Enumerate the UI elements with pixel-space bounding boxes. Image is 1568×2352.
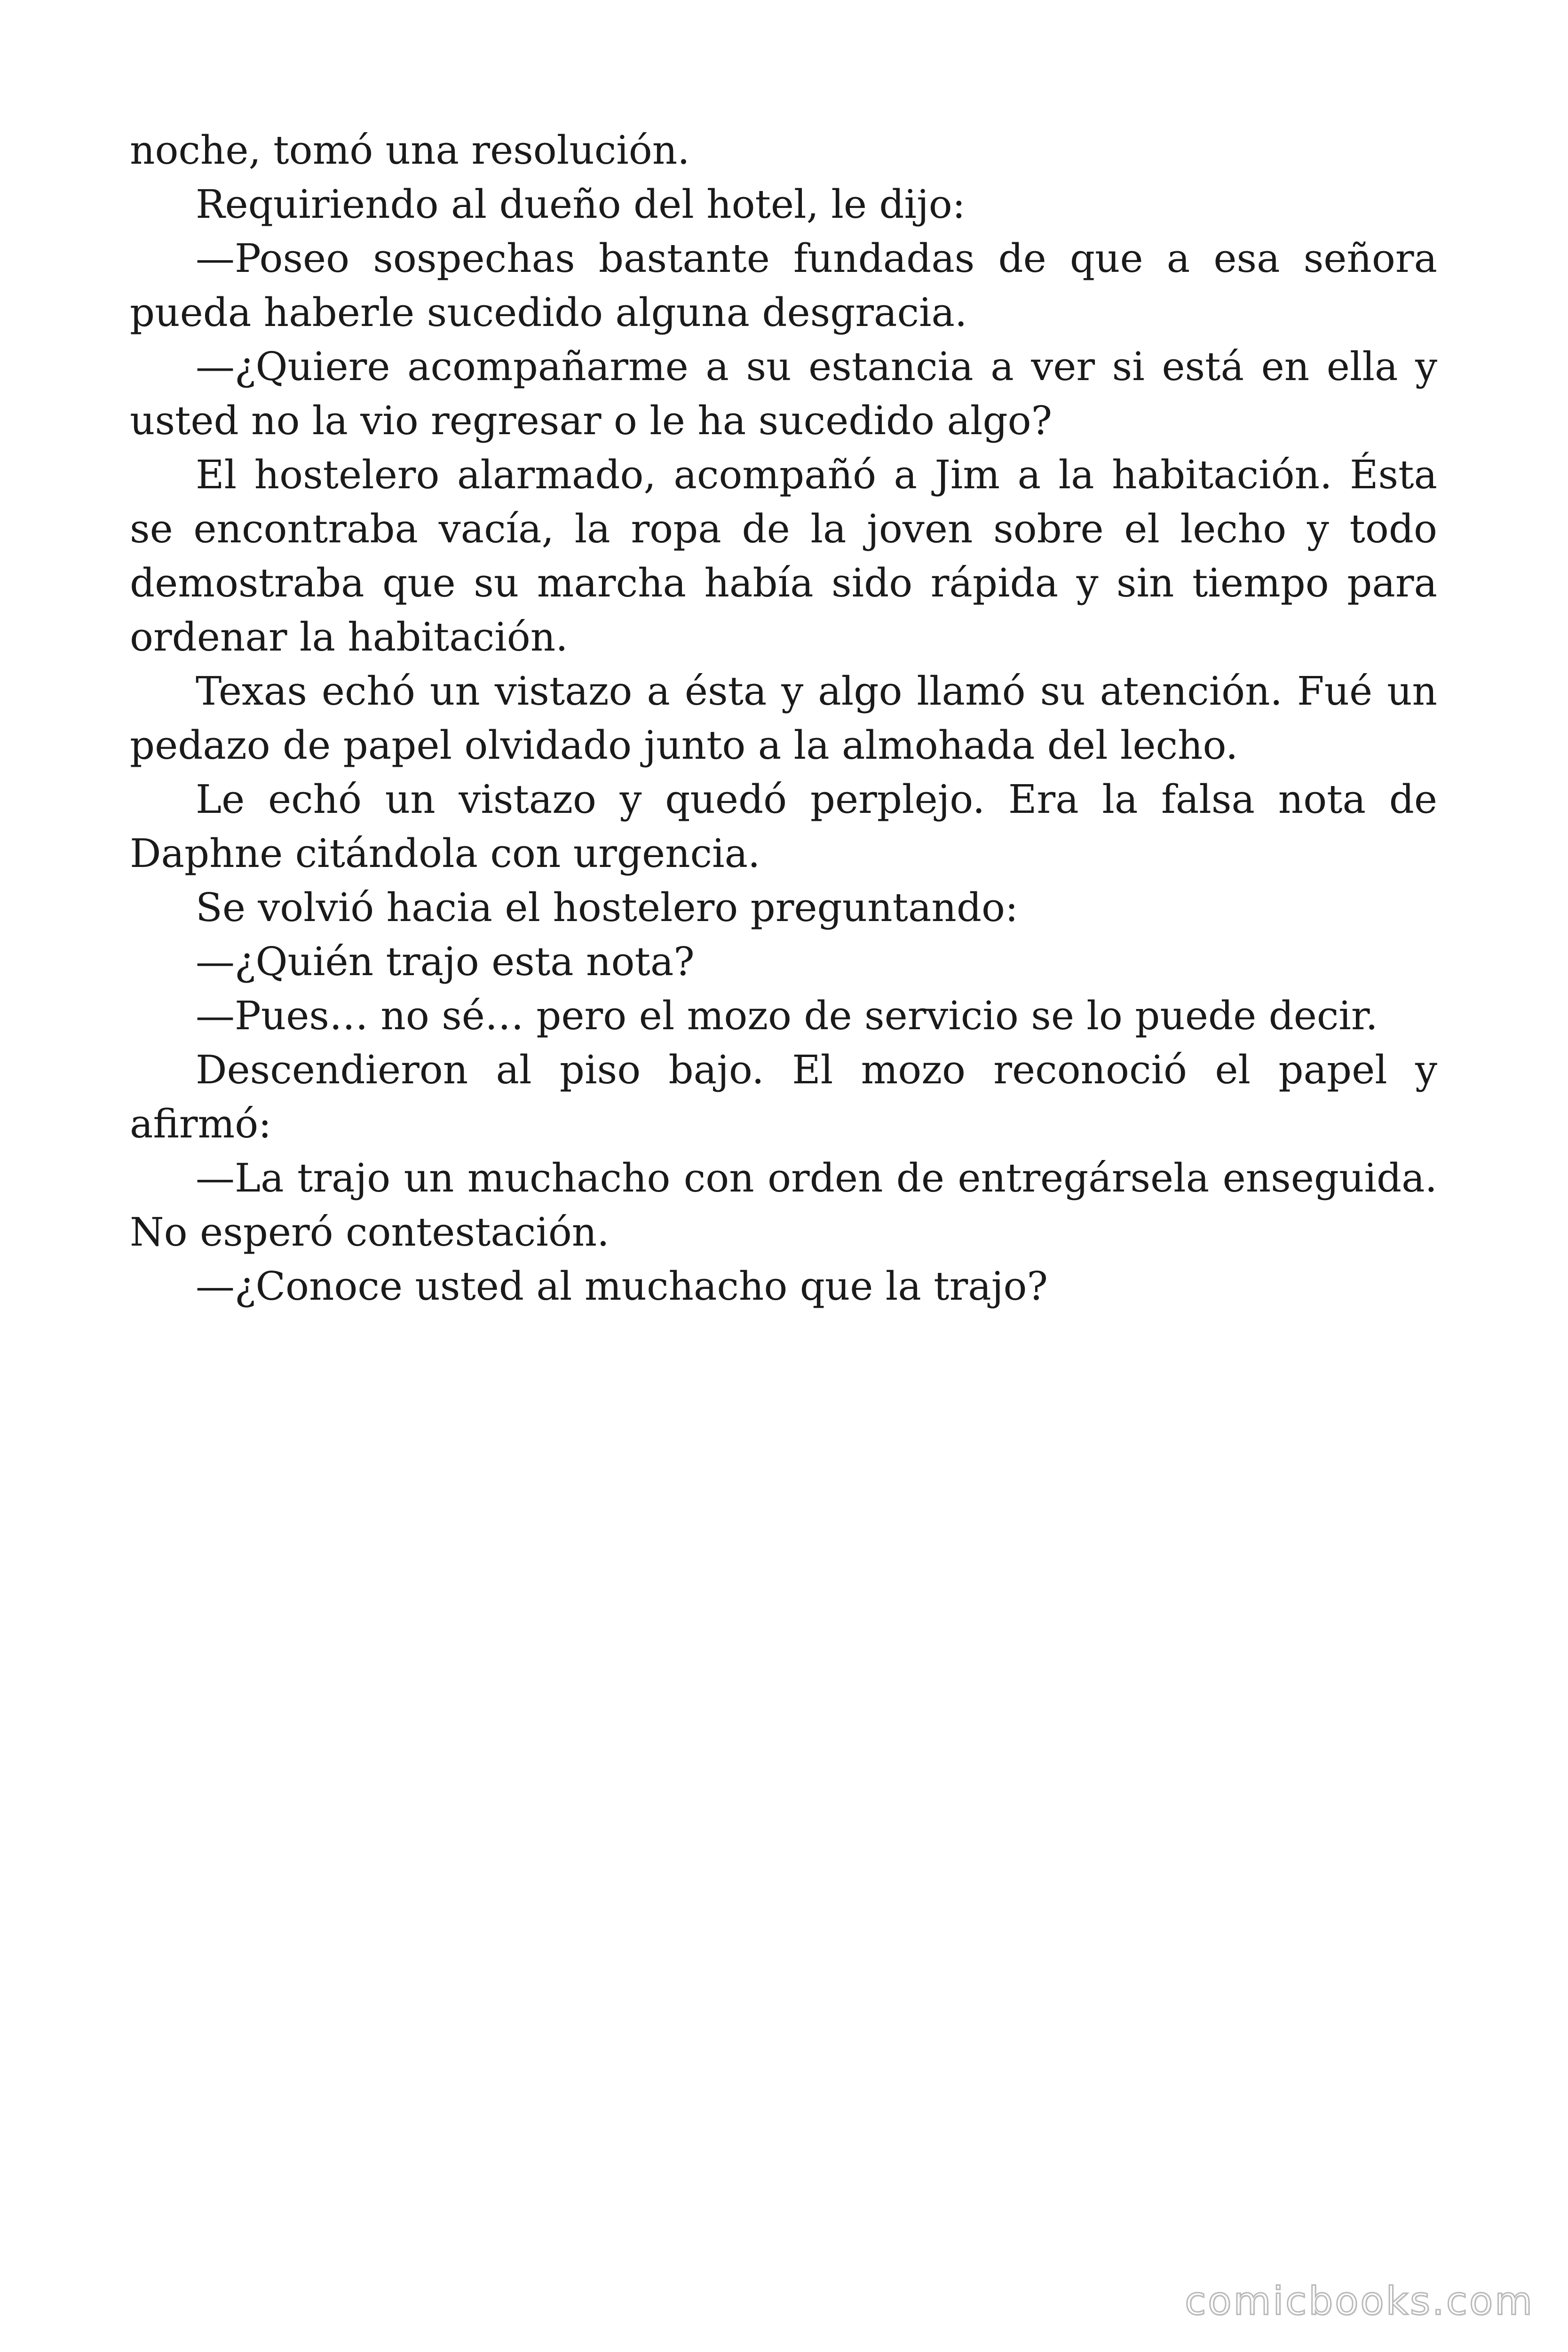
- paragraph: —¿Quién trajo esta nota?: [196, 939, 695, 985]
- paragraph: —La trajo un muchacho con orden de entregársela enseguida. No esperó contestación.: [130, 1155, 1437, 1255]
- paragraph: Le echó un vistazo y quedó perplejo. Era la falsa nota de Daphne citándola con urgencia.: [130, 777, 1437, 876]
- paragraph: noche, tomó una resolución.: [130, 127, 690, 173]
- watermark: comicbooks.com: [1185, 2279, 1534, 2324]
- paragraph: —¿Conoce usted al muchacho que la trajo?: [196, 1263, 1048, 1309]
- paragraph: Se volvió hacia el hostelero preguntando:: [196, 885, 1018, 930]
- paragraph: El hostelero alarmado, acompañó a Jim a la habitación. Ésta se encontraba vacía, la ropa de la joven sobre el lecho y todo demostraba que su marcha había sido rápida y sin tiempo para ordenar la habitación.: [130, 452, 1437, 660]
- paragraph: —Pues… no sé… pero el mozo de servicio se lo puede decir.: [196, 993, 1378, 1039]
- paragraph: Descendieron al piso bajo. El mozo reconoció el papel y afirmó:: [130, 1047, 1437, 1147]
- paragraph: —¿Quiere acompañarme a su estancia a ver si está en ella y usted no la vio regresar o le ha sucedido algo?: [130, 344, 1437, 444]
- paragraph: Texas echó un vistazo a ésta y algo llamó su atención. Fué un pedazo de papel olvidado junto a la almohada del lecho.: [130, 668, 1437, 768]
- paragraph: Requiriendo al dueño del hotel, le dijo:: [196, 182, 966, 227]
- paragraph: —Poseo sospechas bastante fundadas de que a esa señora pueda haberle sucedido alguna desgracia.: [130, 236, 1437, 335]
- body-text: [130, 123, 1437, 1313]
